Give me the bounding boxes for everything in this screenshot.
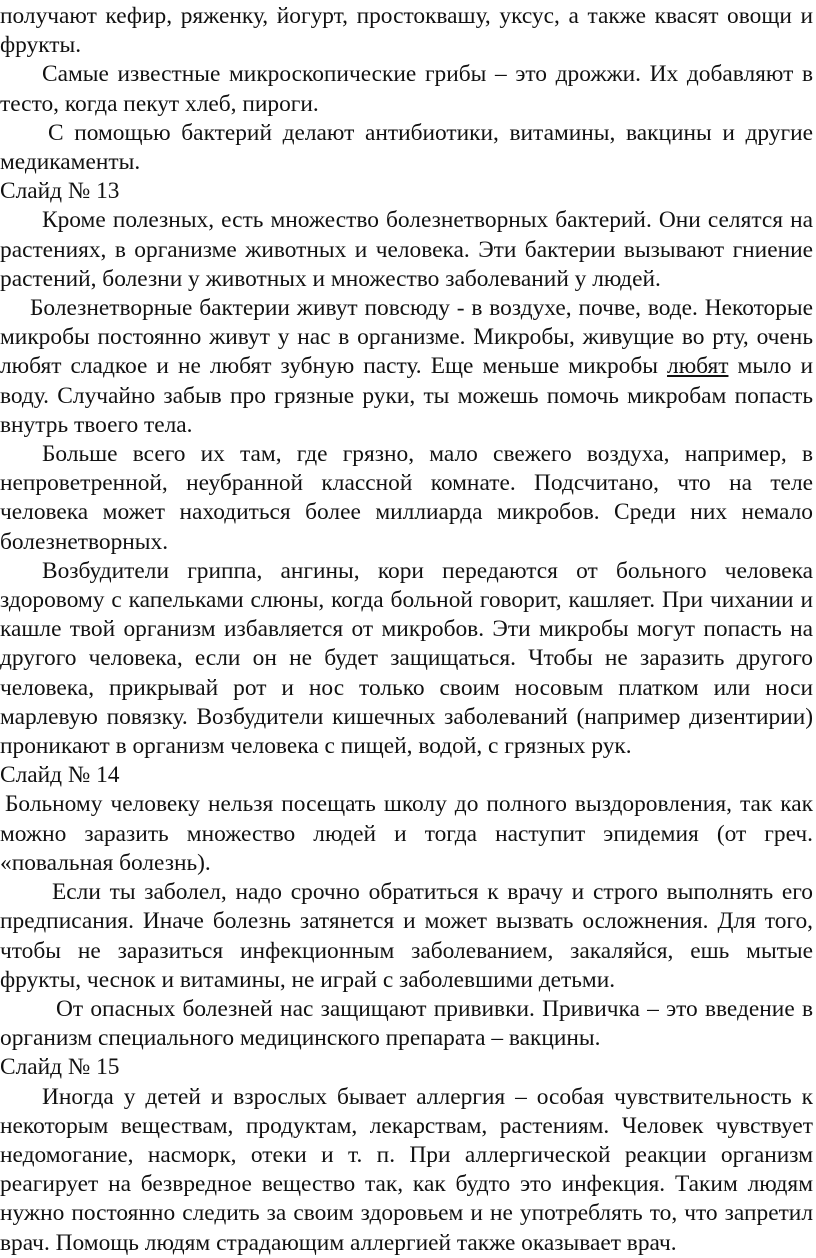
paragraph-6: Больше всего их там, где грязно, мало свежего воздуха, например, в непроветренной, неубранной классной комнате. Подсчитано, что на теле человека может находиться более миллиарда микробов. Среди них немало болезнетворных. bbox=[0, 441, 813, 555]
paragraph-5 bbox=[0, 294, 813, 440]
paragraph-7: Возбудители гриппа, ангины, кори передаются от больного человека здоровому с капельками слюны, когда больной говорит, кашляет. При чихании и кашле твой организм избавляется от микробов. Эти микробы могут попасть на другого человека, если он не будет защищаться. Чтобы не заразить другого человека, прикрывай рот и нос только своим носовым платком или носи марлевую повязку. Возбудители кишечных заболеваний (например дизентирии) проникают в организм человека с пищей, водой, с грязных рук. bbox=[0, 557, 813, 760]
paragraph-11: Иногда у детей и взрослых бывает аллергия – особая чувствительность к некоторым веществам, продуктам, лекарствам, растениям. Человек чувствует недомогание, насморк, отеки и т. п. При аллергической реакции организм реагирует на безвредное вещество так, как будто это инфекция. Таким людям нужно постоянно следить за своим здоровьем и не употреблять то, что запретил врач. Помощь людям страдающим аллергией также оказывает врач. bbox=[0, 1083, 813, 1256]
paragraph-3: С помощью бактерий делают антибиотики, витамины, вакцины и другие медикаменты. bbox=[0, 119, 813, 176]
paragraph-8: Больному человеку нельзя посещать школу до полного выздоровления, так как можно заразить множество людей и тогда наступит эпидемия (от греч. «повальная болезнь). bbox=[0, 791, 813, 876]
paragraph-2: Самые известные микроскопические грибы – это дрожжи. Их добавляют в тесто, когда пекут хлеб, пироги. bbox=[0, 61, 813, 117]
slide-15-heading: Слайд № 15 bbox=[0, 1054, 120, 1081]
paragraph-1: получают кефир, ряженку, йогурт, простоквашу, уксус, а также квасят овощи и фрукты. bbox=[0, 3, 813, 59]
slide-13-heading: Слайд № 13 bbox=[0, 178, 120, 205]
slide-14-heading: Слайд № 14 bbox=[0, 762, 120, 789]
paragraph-5-text-b: мыло и воду. Случайно забыв про грязные руки, ты можешь помочь микробам попасть внутрь твоего тела. bbox=[0, 353, 813, 438]
paragraph-9: Если ты заболел, надо срочно обратиться к врачу и строго выполнять его предписания. Иначе болезнь затянется и может вызвать осложнения. Для того, чтобы не заразиться инфекционным заболеванием, закаляйся, ешь мытые фрукты, чеснок и витамины, не играй с заболевшими детьми. bbox=[0, 879, 813, 993]
paragraph-10: От опасных болезней нас защищают прививки. Привичка – это введение в организм специального медицинского препарата – вакцины. bbox=[0, 995, 813, 1052]
paragraph-5-text-a: Болезнетворные бактерии живут повсюду - в воздухе, почве, воде. Некоторые микробы постоянно живут у нас в организме. Микробы, живущие во рту, очень любят сладкое и не любят зубную пасту. Еще меньше микробы bbox=[0, 295, 813, 380]
document-page bbox=[0, 2, 813, 1258]
paragraph-4: Кроме полезных, есть множество болезнетворных бактерий. Они селятся на растениях, в организме животных и человека. Эти бактерии вызывают гниение растений, болезни у животных и множество заболеваний у людей. bbox=[0, 207, 813, 292]
underlined-word: любят bbox=[667, 353, 729, 380]
